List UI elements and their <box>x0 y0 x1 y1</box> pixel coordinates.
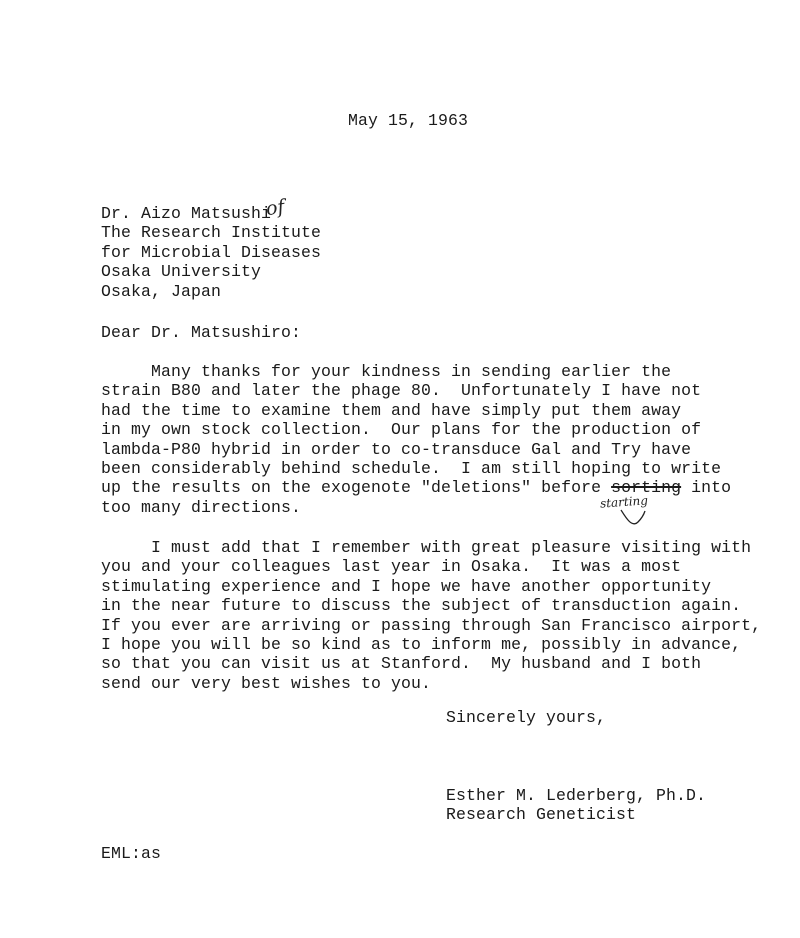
signature-name: Esther M. Lederberg, Ph.D. <box>446 786 707 805</box>
letter-date: May 15, 1963 <box>348 111 469 130</box>
struck-word: sorting <box>611 478 682 498</box>
recipient-address <box>101 204 321 301</box>
paragraph-line: lambda-P80 hybrid in order to co-transduce Gal and Try have <box>101 439 692 459</box>
paragraph-line: If you ever are arriving or passing through San Francisco airport, <box>101 615 762 635</box>
paragraph-line: you and your colleagues last year in Osaka. It was a most <box>101 557 682 577</box>
address-line: for Microbial Diseases <box>101 242 322 262</box>
paragraph-line: so that you can visit us at Stanford. My husband and I both <box>101 654 702 674</box>
address-line: Osaka, Japan <box>101 281 222 301</box>
paragraph-line: I must add that I remember with great pleasure visiting with <box>101 538 752 557</box>
paragraph-line: in the near future to discuss the subject of transduction again. <box>101 596 742 616</box>
address-line: The Research Institute <box>101 223 322 243</box>
body-paragraph-2 <box>101 538 761 693</box>
salutation: Dear Dr. Matsushiro: <box>101 323 302 342</box>
paragraph-line: I hope you will be so kind as to inform me, possibly in advance, <box>101 635 742 655</box>
address-line: Osaka University <box>101 262 262 282</box>
paragraph-line: Many thanks for your kindness in sending earlier the <box>101 362 672 381</box>
paragraph-line: too many directions. <box>101 497 302 517</box>
paragraph-line: had the time to examine them and have simply put them away <box>101 400 682 420</box>
paragraph-line: stimulating experience and I hope we have another opportunity <box>101 576 712 596</box>
reference-initials: EML:as <box>101 844 162 863</box>
paragraph-line: in my own stock collection. Our plans for the production of <box>101 420 702 440</box>
paragraph-line-end: into <box>681 478 732 498</box>
handwritten-name-correction: of <box>264 195 286 221</box>
signature-block <box>446 786 706 825</box>
paragraph-line-start: up the results on the exogenote "deletions" before <box>101 478 612 498</box>
handwritten-insert: starting <box>599 493 649 511</box>
paragraph-line: send our very best wishes to you. <box>101 673 432 693</box>
insertion-caret-icon <box>618 508 648 532</box>
signature-title: Research Geneticist <box>446 805 637 825</box>
closing: Sincerely yours, <box>446 708 607 727</box>
paragraph-line: strain B80 and later the phage 80. Unfortunately I have not <box>101 381 702 401</box>
paragraph-line: been considerably behind schedule. I am still hoping to write <box>101 459 722 479</box>
recipient-name: Dr. Aizo Matsushi <box>101 204 272 223</box>
